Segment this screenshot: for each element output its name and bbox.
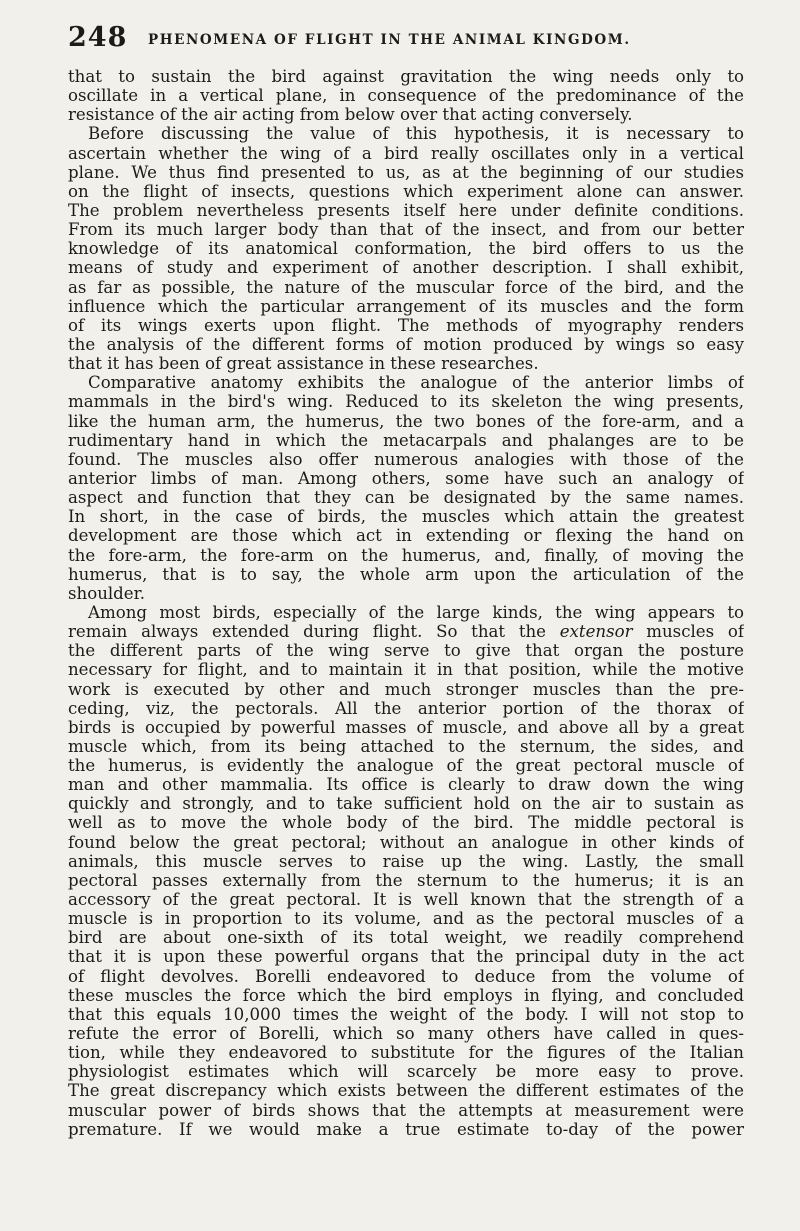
text-line: like the human arm, the humerus, the two bones of the fore-arm, and a bbox=[68, 411, 744, 431]
text-line: birds is occupied by powerful masses of muscle, and above all by a great bbox=[68, 717, 744, 737]
text-line: Comparative anatomy exhibits the analogue of the anterior limbs of bbox=[88, 373, 744, 393]
text-line: humerus, that is to say, the whole arm upon the articulation of the bbox=[68, 564, 744, 584]
text-line: that to sustain the bird against gravitation the wing needs only to bbox=[68, 67, 744, 86]
text-line: resistance of the air acting from below over that acting conversely. bbox=[68, 105, 633, 125]
text-line: remain always extended during flight. So that the extensor muscles of bbox=[68, 622, 744, 642]
text-line: as far as possible, the nature of the muscular force of the bird, and the bbox=[68, 277, 744, 297]
text-line: means of study and experiment of another description. I shall exhibit, bbox=[68, 258, 744, 278]
text-line: of flight devolves. Borelli endeavored to deduce from the volume of bbox=[68, 966, 744, 986]
text-line: knowledge of its anatomical conformation, the bird offers to us the bbox=[68, 239, 744, 259]
text-line: premature. If we would make a true estimate to-day of the power bbox=[68, 1119, 744, 1139]
paragraph bbox=[68, 124, 744, 373]
text-line: tion, while they endeavored to substitute for the figures of the Italian bbox=[68, 1043, 744, 1063]
paragraph bbox=[68, 67, 744, 124]
text-line: oscillate in a vertical plane, in consequence of the predominance of the bbox=[68, 86, 744, 106]
text-line: physiologist estimates which will scarcely be more easy to prove. bbox=[68, 1062, 744, 1082]
running-head: PHENOMENA OF FLIGHT IN THE ANIMAL KINGDOM. bbox=[148, 32, 631, 48]
text-line: aspect and function that they can be designated by the same names. bbox=[68, 488, 744, 508]
text-line: The problem nevertheless presents itself here under definite conditions. bbox=[68, 200, 744, 220]
text-line: In short, in the case of birds, the muscles which attain the greatest bbox=[68, 507, 744, 527]
text-line: rudimentary hand in which the metacarpals and phalanges are to be bbox=[68, 430, 744, 450]
text-line: plane. We thus find presented to us, as at the beginning of our studies bbox=[68, 162, 744, 182]
text-line: the fore-arm, the fore-arm on the humerus, and, finally, of moving the bbox=[68, 545, 744, 565]
page-number: 248 bbox=[68, 22, 128, 53]
text-line: the different parts of the wing serve to give that organ the posture bbox=[68, 641, 744, 661]
text-line: refute the error of Borelli, which so many others have called in ques- bbox=[68, 1024, 744, 1044]
text-line: work is executed by other and much stronger muscles than the pre- bbox=[68, 679, 744, 699]
page-header bbox=[68, 22, 744, 52]
text-line: found below the great pectoral; without an analogue in other kinds of bbox=[68, 832, 744, 852]
text-line: the analysis of the different forms of motion produced by wings so easy bbox=[68, 334, 744, 354]
text-line: well as to move the whole body of the bird. The middle pectoral is bbox=[68, 813, 744, 833]
paragraph bbox=[68, 373, 744, 603]
text-line: shoulder. bbox=[68, 583, 146, 603]
text-line: influence which the particular arrangement of its muscles and the form bbox=[68, 296, 744, 316]
text-line: the humerus, is evidently the analogue of the great pectoral muscle of bbox=[68, 756, 744, 776]
text-line: ascertain whether the wing of a bird really oscillates only in a vertical bbox=[68, 143, 744, 163]
text-line: that it is upon these powerful organs that the principal duty in the act bbox=[68, 947, 744, 967]
text-line: bird are about one-sixth of its total weight, we readily comprehend bbox=[68, 928, 744, 948]
text-line: necessary for flight, and to maintain it in that position, while the motive bbox=[68, 660, 744, 680]
text-line: that it has been of great assistance in these researches. bbox=[68, 354, 539, 374]
text-line: Before discussing the value of this hypothesis, it is necessary to bbox=[88, 124, 744, 144]
text-line: development are those which act in extending or flexing the hand on bbox=[68, 526, 744, 546]
text-line: anterior limbs of man. Among others, some have such an analogy of bbox=[68, 468, 744, 488]
text-line: The great discrepancy which exists between the different estimates of the bbox=[68, 1081, 744, 1101]
text-line: that this equals 10,000 times the weight of the body. I will not stop to bbox=[68, 1004, 744, 1024]
text-line: of its wings exerts upon flight. The methods of myography renders bbox=[68, 315, 744, 335]
text-line: From its much larger body than that of the insect, and from our better bbox=[68, 220, 744, 240]
text-line: quickly and strongly, and to take sufficient hold on the air to sustain as bbox=[68, 794, 744, 814]
body-text bbox=[68, 67, 744, 1139]
paragraph bbox=[68, 603, 744, 1139]
text-line: muscular power of birds shows that the attempts at measurement were bbox=[68, 1100, 744, 1120]
text-line: man and other mammalia. Its office is clearly to draw down the wing bbox=[68, 775, 744, 795]
text-line: mammals in the bird's wing. Reduced to its skeleton the wing presents, bbox=[68, 392, 744, 412]
text-line: these muscles the force which the bird employs in flying, and concluded bbox=[68, 985, 744, 1005]
text-line: animals, this muscle serves to raise up the wing. Lastly, the small bbox=[68, 851, 744, 871]
text-line: ceding, viz, the pectorals. All the anterior portion of the thorax of bbox=[68, 698, 744, 718]
text-line: pectoral passes externally from the sternum to the humerus; it is an bbox=[68, 870, 744, 890]
text-line: accessory of the great pectoral. It is well known that the strength of a bbox=[68, 890, 744, 910]
text-line: found. The muscles also offer numerous analogies with those of the bbox=[68, 449, 744, 469]
text-line: muscle which, from its being attached to the sternum, the sides, and bbox=[68, 736, 744, 756]
text-line: muscle is in proportion to its volume, and as the pectoral muscles of a bbox=[68, 909, 744, 929]
text-line: on the flight of insects, questions which experiment alone can answer. bbox=[68, 181, 744, 201]
text-line: Among most birds, especially of the large kinds, the wing appears to bbox=[88, 602, 744, 622]
